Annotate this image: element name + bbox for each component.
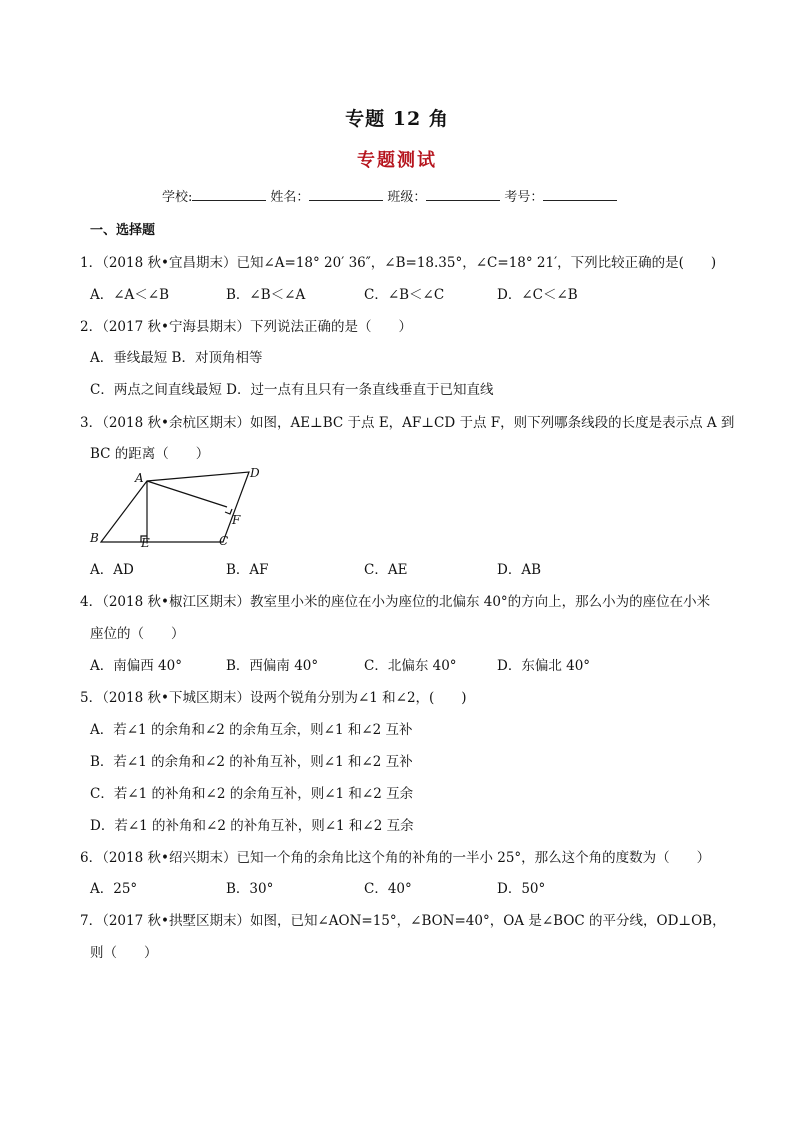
question-4-stem: 4．（2018 秋•椒江区期末）教室里小米的座位在小为座位的北偏东 40°的方向上，那么小为的座位在小米 — [80, 594, 711, 610]
question-1-option-c[interactable]: C．∠B＜∠C — [364, 287, 445, 303]
question-3-option-d[interactable]: D．AB — [497, 562, 541, 578]
question-1-option-a[interactable]: A．∠A＜∠B — [90, 287, 170, 303]
question-6-option-d[interactable]: D．50° — [497, 881, 546, 897]
question-5-stem: 5．（2018 秋•下城区期末）设两个锐角分别为∠1 和∠2，( ) — [80, 690, 467, 706]
question-7-stem: 7．（2017 秋•拱墅区期末）如图，已知∠AON=15°，∠BON=40°，OA 是∠BOC 的平分线，OD⊥OB， — [80, 913, 726, 929]
student-info-line — [162, 186, 621, 205]
question-6-option-c[interactable]: C．40° — [364, 881, 412, 897]
question-4-option-a[interactable]: A．南偏西 40° — [90, 658, 182, 674]
label-d: D — [250, 466, 260, 480]
question-7-stem-cont: 则（ ） — [90, 945, 158, 961]
question-5-option-b[interactable]: B．若∠1 的余角和∠2 的补角互补，则∠1 和∠2 互补 — [90, 754, 413, 770]
question-4-option-b[interactable]: B．西偏南 40° — [226, 658, 319, 674]
name-blank[interactable] — [309, 188, 383, 201]
question-4-option-c[interactable]: C．北偏东 40° — [364, 658, 457, 674]
question-5-option-d[interactable]: D．若∠1 的补角和∠2 的补角互补，则∠1 和∠2 互余 — [90, 818, 414, 834]
name-label: 姓名： — [270, 190, 310, 205]
question-3-option-c[interactable]: C．AE — [364, 562, 408, 578]
label-c: C — [219, 534, 229, 548]
question-3-stem-cont: BC 的距离（ ） — [90, 446, 210, 462]
question-4-stem-cont: 座位的（ ） — [90, 626, 185, 642]
parallelogram-figure — [88, 462, 268, 552]
class-label: 班级： — [387, 190, 427, 205]
number-blank[interactable] — [543, 188, 617, 201]
question-2-stem: 2．（2017 秋•宁海县期末）下列说法正确的是（ ） — [80, 319, 412, 335]
question-3-option-b[interactable]: B．AF — [226, 562, 269, 578]
school-label: 学校: — [162, 190, 193, 205]
label-f: F — [232, 513, 241, 527]
question-5-option-a[interactable]: A．若∠1 的余角和∠2 的余角互余，则∠1 和∠2 互补 — [90, 722, 413, 738]
number-label: 考号： — [504, 190, 544, 205]
question-5-option-c[interactable]: C．若∠1 的补角和∠2 的余角互补，则∠1 和∠2 互余 — [90, 786, 414, 802]
question-1-option-d[interactable]: D．∠C＜∠B — [497, 287, 578, 303]
question-3-option-a[interactable]: A．AD — [90, 562, 134, 578]
label-b: B — [90, 531, 99, 545]
segment-af — [147, 481, 227, 507]
label-e: E — [141, 536, 150, 550]
question-2-options-ab[interactable]: A．垂线最短 B．对顶角相等 — [90, 350, 263, 366]
question-2-options-cd[interactable]: C．两点之间直线最短 D．过一点有且只有一条直线垂直于已知直线 — [90, 382, 494, 398]
page-subtitle: 专题测试 — [357, 150, 437, 171]
question-1-option-b[interactable]: B．∠B＜∠A — [226, 287, 306, 303]
school-blank[interactable] — [192, 188, 266, 201]
right-angle-f — [225, 509, 232, 514]
question-6-stem: 6．（2018 秋•绍兴期末）已知一个角的余角比这个角的补角的一半小 25°，那么这个角的度数为（ ） — [80, 850, 711, 866]
section-heading: 一、选择题 — [90, 223, 156, 238]
question-6-option-b[interactable]: B．30° — [226, 881, 274, 897]
question-4-option-d[interactable]: D．东偏北 40° — [497, 658, 591, 674]
class-blank[interactable] — [426, 188, 500, 201]
question-6-option-a[interactable]: A．25° — [90, 881, 138, 897]
page-title: 专题 12 角 — [345, 108, 449, 130]
question-3-stem: 3．（2018 秋•余杭区期末）如图，AE⊥BC 于点 E，AF⊥CD 于点 F，则下列哪条线段的长度是表示点 A 到 — [80, 415, 735, 431]
label-a: A — [135, 471, 144, 485]
question-1-stem: 1．（2018 秋•宜昌期末）已知∠A=18° 20′ 36″，∠B=18.35°，∠C=18° 21′，下列比较正确的是( ) — [80, 255, 717, 271]
